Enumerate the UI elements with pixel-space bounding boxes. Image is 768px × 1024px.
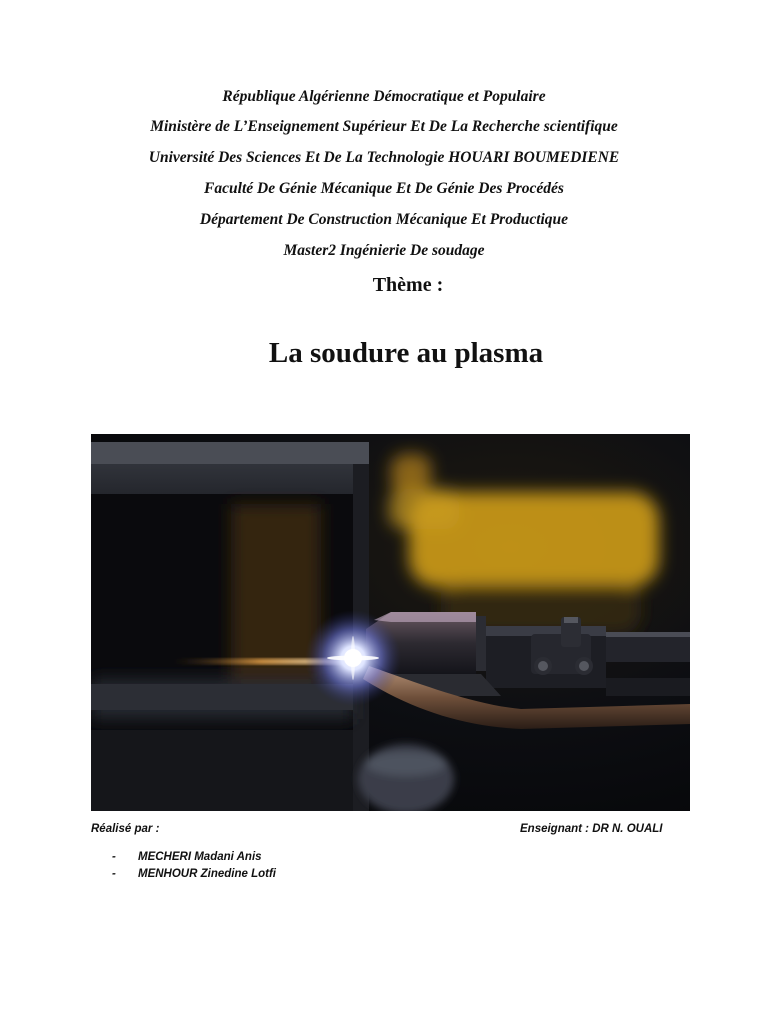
realise-par-label: Réalisé par :: [91, 823, 160, 835]
header-republic: République Algérienne Démocratique et Populaire: [222, 88, 546, 105]
list-bullet: -: [112, 851, 116, 863]
cover-photo: [91, 434, 690, 811]
header-ministry: Ministère de L’Enseignement Supérieur Et De La Recherche scientifique: [150, 118, 618, 135]
list-bullet: -: [112, 868, 116, 880]
header-faculty: Faculté De Génie Mécanique Et De Génie Des Procédés: [204, 180, 564, 197]
document-title: La soudure au plasma: [268, 337, 544, 369]
student-name: MECHERI Madani Anis: [138, 851, 262, 863]
header-master: Master2 Ingénierie De soudage: [283, 242, 485, 259]
student-name: MENHOUR Zinedine Lotfi: [138, 868, 276, 880]
header-department: Département De Construction Mécanique Et Productique: [199, 211, 569, 228]
header-university: Université Des Sciences Et De La Technologie HOUARI BOUMEDIENE: [148, 149, 620, 166]
theme-label: Thème :: [372, 274, 444, 296]
teacher-line: Enseignant : DR N. OUALI: [520, 823, 663, 835]
